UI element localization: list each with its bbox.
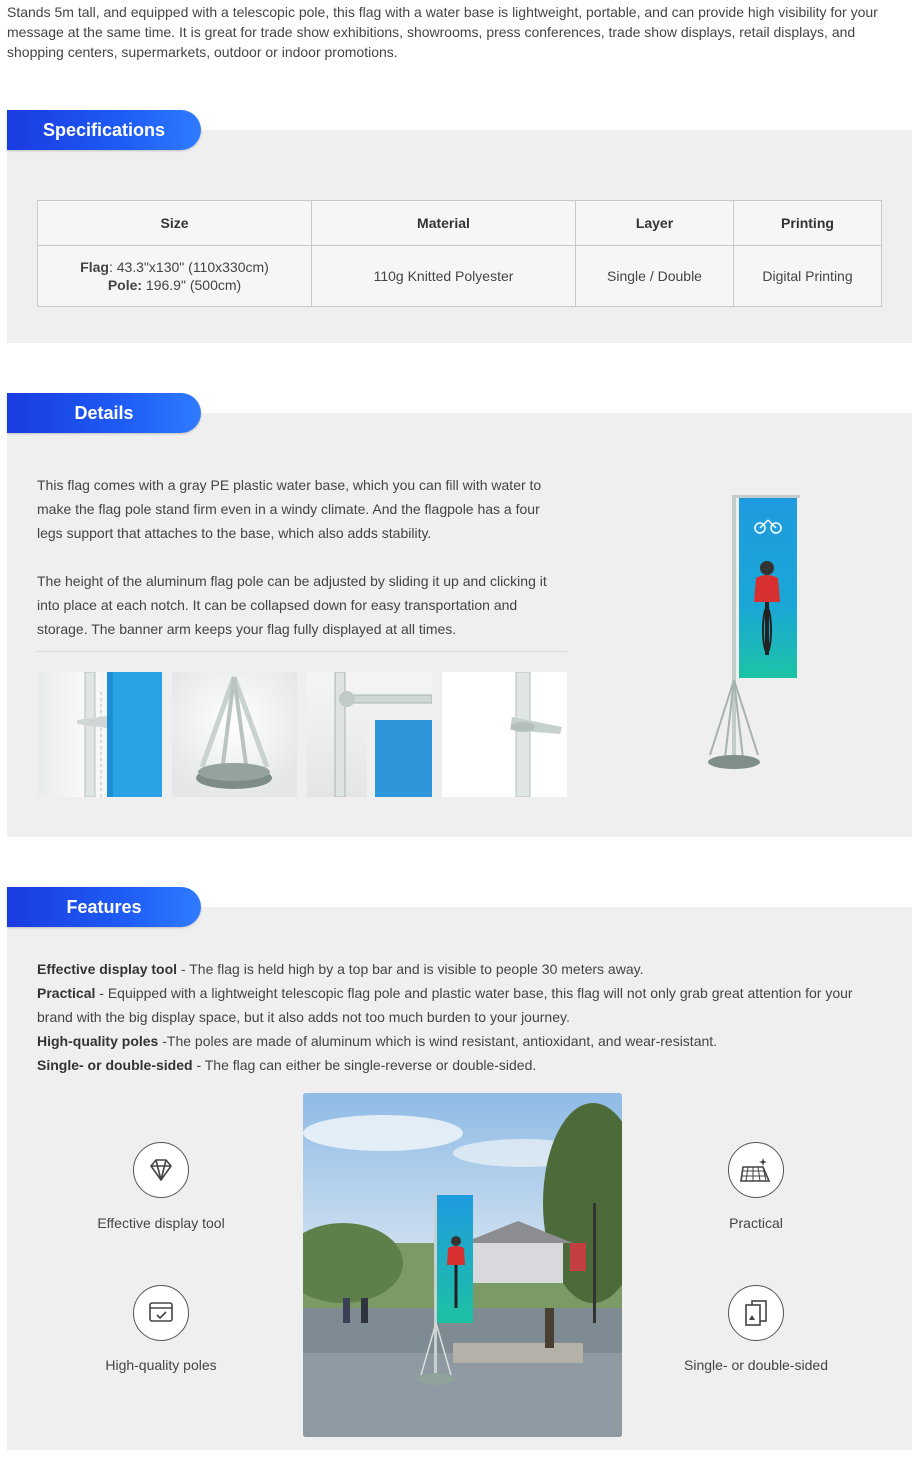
size-cell — [38, 246, 312, 307]
specifications-table — [37, 200, 882, 307]
flag-label: Flag — [80, 259, 109, 275]
features-tab: Features — [7, 887, 201, 927]
material-cell: 110g Knitted Polyester — [312, 246, 576, 307]
details-tab: Details — [7, 393, 201, 433]
pole-label: Pole: — [107, 277, 143, 293]
feature-item — [37, 1053, 877, 1077]
quality-card-icon — [133, 1285, 189, 1341]
feature-description: - The flag can either be single-reverse or double-sided. — [192, 1057, 537, 1073]
thumbnail-banner-arm — [307, 672, 432, 797]
outdoor-scene-image — [303, 1093, 622, 1437]
column-header: Layer — [576, 201, 734, 246]
table-header-row — [38, 201, 882, 246]
feature-item — [37, 1029, 877, 1053]
icon-label-practical: Practical — [729, 1215, 783, 1231]
fabric-grid-icon — [728, 1142, 784, 1198]
table-row — [38, 246, 882, 307]
layer-cell: Single / Double — [576, 246, 734, 307]
intro-text: Stands 5m tall, and equipped with a telescopic pole, this flag with a water base is lightweight, portable, and can provide high visibility for your message at the same time. It is great for trade show exhibitions, showrooms, press conferences, trade show displays, retail displays, and shopping centers, supermarkets, outdoor or indoor promotions. — [7, 4, 878, 60]
details-paragraph: The height of the aluminum flag pole can be adjusted by sliding it up and clicking it into place at each notch. It can be collapsed down for easy transportation and storage. The banner arm keeps your flag fully displayed at all times. — [37, 573, 547, 637]
feature-title: Practical — [37, 985, 96, 1001]
column-header: Material — [312, 201, 576, 246]
feature-item — [37, 981, 877, 1029]
feature-item — [37, 957, 877, 981]
flag-product-image — [700, 490, 810, 775]
printing-cell: Digital Printing — [734, 246, 882, 307]
feature-title: Effective display tool — [37, 961, 178, 977]
diamond-icon — [133, 1142, 189, 1198]
thumbnail-water-base — [172, 672, 297, 797]
flag-size: : 43.3"x130" (110x330cm) — [108, 259, 269, 275]
feature-description: - Equipped with a lightweight telescopic flag pole and plastic water base, this flag will not only grab great attention for your brand with the big display space, but it also adds not too much burden to your journey. — [37, 985, 853, 1025]
double-sided-icon — [728, 1285, 784, 1341]
details-paragraph: This flag comes with a gray PE plastic water base, which you can fill with water to make the flag pole stand firm even in a windy climate. And the flagpole has a four legs support that attaches to the base, which also adds stability. — [37, 477, 542, 541]
icon-label-display: Effective display tool — [97, 1215, 225, 1231]
column-header: Size — [38, 201, 312, 246]
feature-description: - The flag is held high by a top bar and is visible to people 30 meters away. — [177, 961, 644, 977]
thumbnail-pole-clip — [442, 672, 567, 797]
icon-label-sided: Single- or double-sided — [684, 1357, 828, 1373]
divider — [37, 651, 567, 652]
pole-size: 196.9" (500cm) — [142, 277, 242, 293]
feature-title: High-quality poles — [37, 1033, 159, 1049]
details-text — [37, 473, 567, 665]
feature-title: Single- or double-sided — [37, 1057, 193, 1073]
features-list — [37, 957, 877, 1077]
specifications-tab: Specifications — [7, 110, 201, 150]
thumbnail-flag-pole — [37, 672, 162, 797]
icon-label-poles: High-quality poles — [105, 1357, 217, 1373]
feature-description: -The poles are made of aluminum which is wind resistant, antioxidant, and wear-resistant. — [158, 1033, 718, 1049]
column-header: Printing — [734, 201, 882, 246]
